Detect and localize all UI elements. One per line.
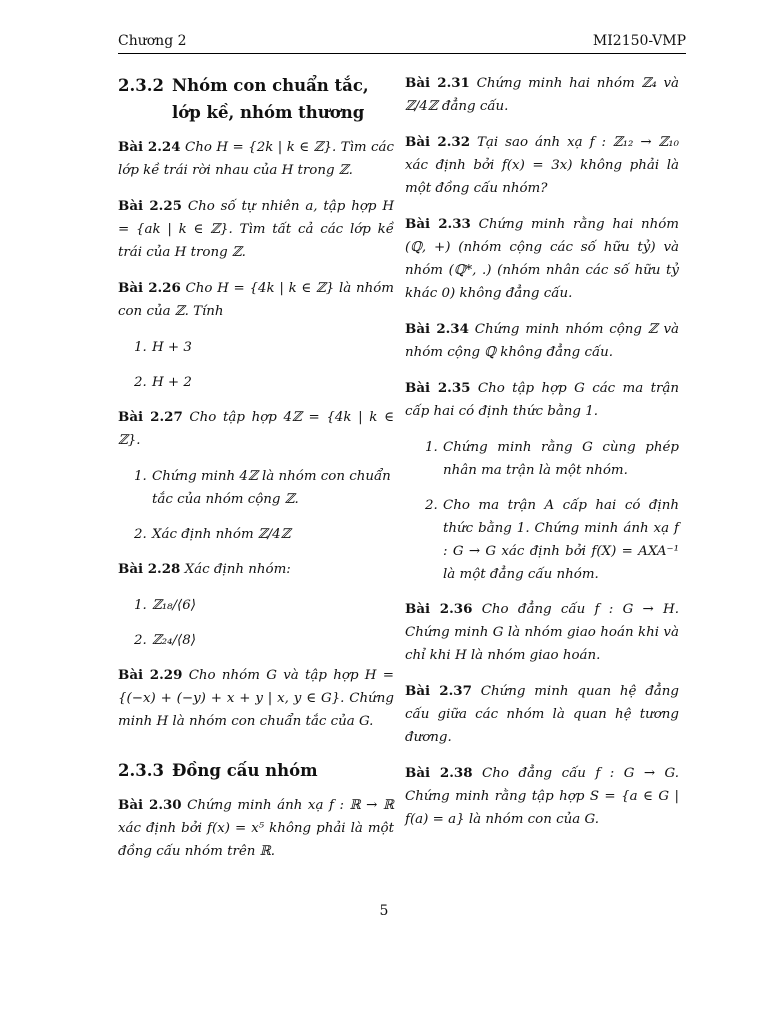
exercise-label: Bài 2.24 [118,139,181,155]
section-heading [118,72,394,126]
course-code: MI2150-VMP [592,33,686,49]
exercise-text: Xác định nhóm: [184,562,291,577]
exercise-items [118,465,394,546]
section-number: 2.3.3 [118,761,164,780]
item-number: 1. [134,598,147,613]
exercise [118,794,394,863]
section-heading [118,757,394,784]
exercise-text: Cho H = {2k | k ∈ ℤ}. Tìm các lớp kề trái rời nhau của H trong ℤ. [118,140,395,178]
left-column [118,72,394,876]
exercise-items [118,594,394,652]
item-text: Chứng minh 4ℤ là nhóm con chuẩn tắc của nhóm cộng ℤ. [152,469,391,507]
exercise-text: Chứng minh hai nhóm ℤ₄ và ℤ/4ℤ đẳng cấu. [405,76,680,114]
item-text: Cho ma trận A cấp hai có định thức bằng 1. Chứng minh ánh xạ f : G → G xác định bởi f(X) = AXA⁻¹ là một đẳng cấu nhóm. [443,498,679,582]
list-item [118,465,394,511]
item-number: 2. [425,498,438,513]
item-text: ℤ₂₄/⟨8⟩ [152,633,196,648]
exercise [405,131,679,200]
exercise-items [118,336,394,394]
exercise-label: Bài 2.31 [405,75,470,91]
exercise-text: Tại sao ánh xạ f : ℤ₁₂ → ℤ₁₀ xác định bởi f(x) = 3x) không phải là một đồng cấu nhóm? [405,135,679,196]
section-number: 2.3.2 [118,76,164,95]
list-item [118,629,394,652]
item-number: 1. [134,340,147,355]
exercise-text: Cho đẳng cấu f : G → G. Chứng minh rằng tập hợp S = {a ∈ G | f(a) = a} là nhóm con của G. [405,766,679,827]
exercise [118,136,394,182]
list-item [405,494,679,586]
exercise [405,318,679,364]
exercise-text: Cho nhóm G và tập hợp H = {(−x) + (−y) + x + y | x, y ∈ G}. Chứng minh H là nhóm con chuẩn tắc của G. [118,668,394,729]
exercise-label: Bài 2.37 [405,683,472,699]
exercise [118,406,394,452]
exercise-label: Bài 2.27 [118,409,183,425]
exercise-text: Chứng minh nhóm cộng ℤ và nhóm cộng ℚ không đẳng cấu. [405,322,679,360]
list-item [118,371,394,394]
section-title: Đồng cấu nhóm [172,761,318,780]
exercise-label: Bài 2.32 [405,134,471,150]
item-number: 2. [134,633,147,648]
exercise-label: Bài 2.26 [118,280,181,296]
item-number: 1. [425,440,438,455]
list-item [118,594,394,617]
exercise-text: Cho tập hợp G các ma trận cấp hai có định thức bằng 1. [405,381,680,419]
chapter-title: Chương 2 [118,33,187,49]
running-header [118,33,686,54]
list-item [118,523,394,546]
exercise [118,558,394,581]
exercise-text: Chứng minh quan hệ đẳng cấu giữa các nhóm là quan hệ tương đương. [405,684,679,745]
exercise-label: Bài 2.34 [405,321,469,337]
exercise-text: Cho đẳng cấu f : G → H. Chứng minh G là nhóm giao hoán khi và chỉ khi H là nhóm giao hoán. [405,602,679,663]
page-number: 5 [379,903,389,919]
exercise [405,680,679,749]
exercise [118,195,394,264]
exercise [405,598,679,667]
item-number: 1. [134,469,147,484]
item-number: 2. [134,375,147,390]
exercise [405,762,679,831]
list-item [405,436,679,482]
exercise-text: Cho số tự nhiên a, tập hợp H = {ak | k ∈ ℤ}. Tìm tất cả các lớp kề trái của H trong ℤ. [118,199,394,260]
item-text: ℤ₁₈/⟨6⟩ [152,598,196,613]
item-text: Xác định nhóm ℤ/4ℤ [152,527,291,542]
exercise-text: Cho tập hợp 4ℤ = {4k | k ∈ ℤ}. [118,410,394,448]
exercise [405,213,679,305]
exercise [118,664,394,733]
exercise [405,72,679,118]
exercise-label: Bài 2.38 [405,765,473,781]
exercise-text: Chứng minh rằng hai nhóm (ℚ, +) (nhóm cộng các số hữu tỷ) và nhóm (ℚ*, .) (nhóm nhân các số hữu tỷ khác 0) không đẳng cấu. [405,217,679,301]
list-item [118,336,394,359]
section-title: Nhóm con chuẩn tắc, lớp kề, nhóm thương [172,76,369,122]
exercise-text: Cho H = {4k | k ∈ ℤ} là nhóm con của ℤ. Tính [118,281,394,319]
item-text: H + 3 [152,340,192,355]
exercise-label: Bài 2.35 [405,380,471,396]
exercise-text: Chứng minh ánh xạ f : ℝ → ℝ xác định bởi f(x) = x⁵ không phải là một đồng cấu nhóm trên ℝ. [118,798,395,859]
exercise-label: Bài 2.36 [405,601,473,617]
item-text: H + 2 [152,375,192,390]
item-text: Chứng minh rằng G cùng phép nhân ma trận là một nhóm. [443,440,679,478]
exercise-label: Bài 2.28 [118,561,181,577]
exercise-items [405,436,679,586]
exercise [405,377,679,423]
exercise-label: Bài 2.25 [118,198,182,214]
exercise-label: Bài 2.29 [118,667,183,683]
exercise-label: Bài 2.33 [405,216,471,232]
exercise [118,277,394,323]
right-column [405,72,679,844]
exercise-label: Bài 2.30 [118,797,182,813]
item-number: 2. [134,527,147,542]
